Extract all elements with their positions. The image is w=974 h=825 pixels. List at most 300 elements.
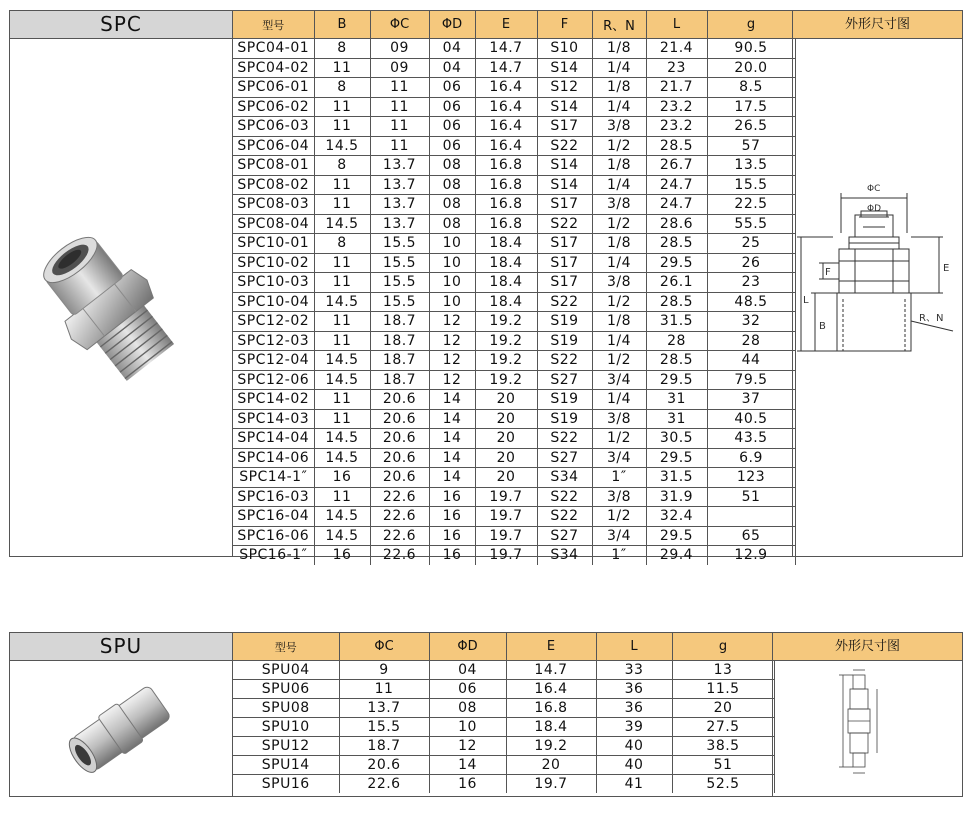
spc-cell-model: SPC04-02	[233, 58, 314, 78]
spc-cell-b: 8	[314, 234, 370, 254]
spu-cell-l: 36	[596, 699, 672, 718]
spu-block	[9, 632, 963, 797]
spc-table-row	[233, 156, 795, 176]
spc-cell-l: 31.5	[646, 468, 707, 488]
spu-cell-model: SPU06	[233, 680, 339, 699]
spc-cell-l: 28.6	[646, 214, 707, 234]
spc-cell-f: S19	[537, 331, 592, 351]
col-header-l: L	[646, 11, 707, 39]
spc-cell-e: 18.4	[475, 273, 537, 293]
spc-cell-phi-d: 14	[429, 390, 475, 410]
spc-cell-rn: 1/4	[592, 97, 646, 117]
spc-cell-f: S14	[537, 97, 592, 117]
spc-cell-phi-d: 08	[429, 214, 475, 234]
spc-table-row	[233, 58, 795, 78]
spc-cell-b: 8	[314, 78, 370, 98]
spc-cell-rn: 3/8	[592, 487, 646, 507]
col-header-phi-d: ΦD	[429, 11, 475, 39]
spc-cell-f: S17	[537, 253, 592, 273]
spc-table-row	[233, 390, 795, 410]
spc-cell-phi-c: 09	[370, 39, 429, 59]
spc-cell-phi-d: 06	[429, 78, 475, 98]
spu-table-row	[233, 699, 774, 718]
spc-cell-model: SPC16-1″	[233, 546, 314, 565]
spc-cell-phi-d: 10	[429, 234, 475, 254]
spc-cell-model: SPC08-03	[233, 195, 314, 215]
spc-cell-e: 16.4	[475, 136, 537, 156]
spc-header-row	[233, 11, 795, 39]
spc-cell-g: 25	[707, 234, 795, 254]
spc-cell-g: 44	[707, 351, 795, 371]
spc-cell-rn: 1/4	[592, 390, 646, 410]
col-header-g: g	[672, 633, 774, 661]
spc-cell-e: 19.2	[475, 351, 537, 371]
spc-cell-b: 11	[314, 175, 370, 195]
spc-table-row	[233, 253, 795, 273]
spc-cell-g: 32	[707, 312, 795, 332]
spc-cell-l: 21.4	[646, 39, 707, 59]
col-header-e: E	[506, 633, 596, 661]
spc-cell-g: 12.9	[707, 546, 795, 565]
label-l: L	[803, 295, 809, 306]
col-header-phi-c: ΦC	[339, 633, 429, 661]
spc-cell-b: 11	[314, 273, 370, 293]
spc-cell-b: 11	[314, 409, 370, 429]
spc-name-cell	[10, 11, 233, 556]
spc-cell-model: SPC14-03	[233, 409, 314, 429]
spc-cell-phi-d: 12	[429, 331, 475, 351]
spu-cell-e: 18.4	[506, 718, 596, 737]
spu-cell-l: 41	[596, 775, 672, 794]
spc-cell-phi-d: 10	[429, 273, 475, 293]
spc-cell-l: 21.7	[646, 78, 707, 98]
spc-cell-rn: 1/4	[592, 253, 646, 273]
spu-drawing-cell	[772, 633, 962, 796]
spc-table-row	[233, 351, 795, 371]
spu-cell-g: 20	[672, 699, 774, 718]
spc-cell-rn: 1/2	[592, 214, 646, 234]
spc-cell-rn: 3/8	[592, 117, 646, 137]
spc-cell-g	[707, 507, 795, 527]
spc-cell-f: S17	[537, 273, 592, 293]
spu-cell-e: 16.4	[506, 680, 596, 699]
spc-cell-rn: 1/2	[592, 292, 646, 312]
spc-cell-e: 19.7	[475, 546, 537, 565]
spc-cell-g: 48.5	[707, 292, 795, 312]
spc-cell-l: 31	[646, 390, 707, 410]
spc-cell-model: SPC08-02	[233, 175, 314, 195]
spc-table-row	[233, 312, 795, 332]
spc-cell-rn: 1/2	[592, 351, 646, 371]
spc-cell-model: SPC10-03	[233, 273, 314, 293]
spc-cell-f: S34	[537, 546, 592, 565]
spu-cell-phi-c: 13.7	[339, 699, 429, 718]
spc-cell-g: 51	[707, 487, 795, 507]
spc-table-row	[233, 409, 795, 429]
spc-cell-l: 29.5	[646, 448, 707, 468]
spc-cell-phi-d: 14	[429, 448, 475, 468]
spc-cell-model: SPC16-04	[233, 507, 314, 527]
straight-male-connector-icon	[10, 181, 233, 411]
spc-cell-phi-d: 14	[429, 429, 475, 449]
spc-cell-l: 29.5	[646, 370, 707, 390]
spc-cell-model: SPC10-01	[233, 234, 314, 254]
spc-cell-e: 16.8	[475, 195, 537, 215]
spu-table-row	[233, 680, 774, 699]
spc-table-row	[233, 273, 795, 293]
spu-cell-e: 19.7	[506, 775, 596, 794]
spc-cell-f: S19	[537, 312, 592, 332]
spc-cell-model: SPC08-01	[233, 156, 314, 176]
spc-cell-model: SPC12-04	[233, 351, 314, 371]
spc-cell-l: 29.5	[646, 253, 707, 273]
spc-table-row	[233, 117, 795, 137]
spu-name-cell	[10, 633, 233, 796]
spc-cell-e: 19.2	[475, 312, 537, 332]
spc-cell-g: 40.5	[707, 409, 795, 429]
spc-cell-model: SPC16-03	[233, 487, 314, 507]
spu-cell-model: SPU16	[233, 775, 339, 794]
spc-cell-f: S22	[537, 351, 592, 371]
spc-cell-b: 11	[314, 331, 370, 351]
spu-table-row	[233, 718, 774, 737]
spc-cell-b: 11	[314, 487, 370, 507]
spc-cell-rn: 1/4	[592, 331, 646, 351]
spu-cell-model: SPU10	[233, 718, 339, 737]
spc-cell-b: 11	[314, 58, 370, 78]
spc-table-row	[233, 429, 795, 449]
spu-cell-l: 33	[596, 661, 672, 680]
spc-table-row	[233, 78, 795, 98]
spc-cell-b: 14.5	[314, 370, 370, 390]
spc-cell-rn: 1/8	[592, 78, 646, 98]
label-phi-c: ΦC	[867, 184, 881, 194]
spc-cell-rn: 1/2	[592, 507, 646, 527]
spc-cell-g: 6.9	[707, 448, 795, 468]
spc-cell-g: 79.5	[707, 370, 795, 390]
spc-cell-phi-c: 22.6	[370, 487, 429, 507]
spc-cell-b: 14.5	[314, 507, 370, 527]
label-f: F	[825, 267, 831, 278]
spu-drawing-header: 外形尺寸图	[773, 633, 962, 661]
spc-drawing-cell	[792, 11, 962, 556]
spu-cell-g: 13	[672, 661, 774, 680]
spc-cell-rn: 3/4	[592, 526, 646, 546]
spc-cell-phi-c: 11	[370, 78, 429, 98]
spc-cell-f: S12	[537, 78, 592, 98]
spc-cell-f: S10	[537, 39, 592, 59]
spc-cell-l: 31	[646, 409, 707, 429]
spc-cell-e: 14.7	[475, 58, 537, 78]
spc-cell-b: 11	[314, 312, 370, 332]
spc-table-row	[233, 97, 795, 117]
spc-cell-phi-d: 10	[429, 253, 475, 273]
spc-cell-model: SPC14-02	[233, 390, 314, 410]
spc-cell-phi-d: 16	[429, 507, 475, 527]
spc-block	[9, 10, 963, 564]
spc-cell-b: 14.5	[314, 526, 370, 546]
spc-cell-b: 11	[314, 195, 370, 215]
spu-cell-phi-d: 04	[429, 661, 506, 680]
spc-cell-f: S22	[537, 214, 592, 234]
spu-cell-model: SPU12	[233, 737, 339, 756]
spc-cell-g: 20.0	[707, 58, 795, 78]
spu-cell-phi-c: 20.6	[339, 756, 429, 775]
spc-cell-rn: 3/8	[592, 409, 646, 429]
spc-cell-g: 15.5	[707, 175, 795, 195]
spc-cell-phi-d: 12	[429, 370, 475, 390]
spc-name: SPC	[10, 11, 232, 39]
spc-cell-e: 19.7	[475, 487, 537, 507]
spc-cell-e: 19.7	[475, 526, 537, 546]
spc-cell-rn: 3/4	[592, 448, 646, 468]
col-header-b: B	[314, 11, 370, 39]
spu-cell-l: 36	[596, 680, 672, 699]
spc-cell-e: 20	[475, 468, 537, 488]
spc-cell-rn: 3/8	[592, 195, 646, 215]
col-header-f: F	[537, 11, 592, 39]
label-phi-d: ΦD	[867, 204, 882, 214]
spc-cell-f: S27	[537, 370, 592, 390]
spc-dimension-drawing	[793, 171, 961, 391]
spc-cell-model: SPC14-04	[233, 429, 314, 449]
spc-cell-f: S22	[537, 507, 592, 527]
spc-cell-l: 24.7	[646, 175, 707, 195]
straight-union-connector-icon	[10, 671, 233, 791]
spu-cell-phi-d: 14	[429, 756, 506, 775]
spc-cell-g: 26.5	[707, 117, 795, 137]
spc-cell-phi-d: 08	[429, 195, 475, 215]
spc-cell-phi-d: 08	[429, 156, 475, 176]
spc-cell-rn: 1/8	[592, 234, 646, 254]
spc-cell-phi-c: 18.7	[370, 351, 429, 371]
spc-cell-phi-d: 12	[429, 351, 475, 371]
spc-cell-phi-c: 13.7	[370, 214, 429, 234]
spc-cell-model: SPC12-06	[233, 370, 314, 390]
spc-cell-model: SPC06-01	[233, 78, 314, 98]
spu-cell-g: 51	[672, 756, 774, 775]
spc-cell-phi-d: 10	[429, 292, 475, 312]
spc-table-row	[233, 136, 795, 156]
spu-spec-table	[233, 633, 775, 793]
spc-cell-f: S14	[537, 175, 592, 195]
spc-cell-b: 11	[314, 253, 370, 273]
spc-cell-b: 14.5	[314, 351, 370, 371]
spc-cell-b: 8	[314, 156, 370, 176]
spc-table-row	[233, 175, 795, 195]
spc-cell-phi-c: 15.5	[370, 273, 429, 293]
spc-table-row	[233, 370, 795, 390]
spc-cell-phi-c: 18.7	[370, 370, 429, 390]
spc-cell-l: 29.4	[646, 546, 707, 565]
spu-dimension-drawing	[773, 663, 961, 793]
spc-cell-b: 11	[314, 390, 370, 410]
spc-cell-b: 14.5	[314, 448, 370, 468]
spu-cell-phi-c: 15.5	[339, 718, 429, 737]
spc-table-row	[233, 39, 795, 59]
col-header-g: g	[707, 11, 795, 39]
spc-cell-phi-d: 06	[429, 117, 475, 137]
spc-cell-rn: 1/4	[592, 58, 646, 78]
spc-cell-e: 20	[475, 448, 537, 468]
spc-cell-l: 23.2	[646, 117, 707, 137]
spc-cell-model: SPC14-1″	[233, 468, 314, 488]
col-header-model: 型号	[233, 633, 339, 661]
spc-cell-f: S14	[537, 156, 592, 176]
spu-cell-l: 40	[596, 737, 672, 756]
spc-cell-phi-c: 20.6	[370, 448, 429, 468]
spc-cell-phi-c: 11	[370, 97, 429, 117]
spc-cell-b: 14.5	[314, 214, 370, 234]
spc-table-row	[233, 195, 795, 215]
spu-cell-e: 14.7	[506, 661, 596, 680]
spc-table-row	[233, 331, 795, 351]
spc-cell-phi-d: 08	[429, 175, 475, 195]
spc-cell-phi-c: 20.6	[370, 390, 429, 410]
spc-cell-f: S19	[537, 390, 592, 410]
spc-cell-b: 14.5	[314, 136, 370, 156]
spc-cell-l: 23.2	[646, 97, 707, 117]
spc-cell-g: 90.5	[707, 39, 795, 59]
spc-table-row	[233, 468, 795, 488]
spc-cell-phi-d: 16	[429, 526, 475, 546]
spc-cell-e: 16.8	[475, 214, 537, 234]
spu-cell-e: 16.8	[506, 699, 596, 718]
spc-cell-f: S22	[537, 292, 592, 312]
spc-cell-rn: 1″	[592, 546, 646, 565]
spc-table-row	[233, 487, 795, 507]
spc-cell-f: S27	[537, 526, 592, 546]
spu-cell-phi-c: 11	[339, 680, 429, 699]
col-header-phi-d: ΦD	[429, 633, 506, 661]
col-header-l: L	[596, 633, 672, 661]
col-header-model: 型号	[233, 11, 314, 39]
spc-cell-l: 26.7	[646, 156, 707, 176]
spc-cell-l: 28.5	[646, 292, 707, 312]
spc-cell-g: 22.5	[707, 195, 795, 215]
col-header-rn: R、N	[592, 11, 646, 39]
spc-cell-f: S22	[537, 487, 592, 507]
spu-cell-l: 39	[596, 718, 672, 737]
spc-cell-e: 16.4	[475, 117, 537, 137]
spc-cell-model: SPC14-06	[233, 448, 314, 468]
spc-cell-l: 28	[646, 331, 707, 351]
spc-cell-phi-c: 18.7	[370, 312, 429, 332]
spc-cell-g: 23	[707, 273, 795, 293]
spu-cell-phi-d: 12	[429, 737, 506, 756]
spc-cell-model: SPC06-04	[233, 136, 314, 156]
spu-cell-g: 11.5	[672, 680, 774, 699]
spu-table-row	[233, 737, 774, 756]
spu-table-row	[233, 756, 774, 775]
spc-cell-l: 28.5	[646, 136, 707, 156]
spc-cell-f: S22	[537, 136, 592, 156]
spc-cell-phi-c: 13.7	[370, 175, 429, 195]
spc-cell-rn: 1/2	[592, 136, 646, 156]
spc-cell-f: S14	[537, 58, 592, 78]
spc-cell-phi-c: 22.6	[370, 507, 429, 527]
spc-cell-phi-d: 16	[429, 487, 475, 507]
spc-cell-e: 16.4	[475, 78, 537, 98]
spc-cell-model: SPC06-02	[233, 97, 314, 117]
spc-cell-phi-c: 15.5	[370, 253, 429, 273]
spu-cell-e: 20	[506, 756, 596, 775]
spc-cell-b: 11	[314, 97, 370, 117]
spc-cell-l: 32.4	[646, 507, 707, 527]
spc-cell-rn: 1″	[592, 468, 646, 488]
spc-cell-rn: 1/8	[592, 156, 646, 176]
spc-cell-g: 43.5	[707, 429, 795, 449]
spc-cell-model: SPC10-04	[233, 292, 314, 312]
spc-cell-phi-d: 14	[429, 468, 475, 488]
spu-cell-g: 27.5	[672, 718, 774, 737]
spc-cell-phi-c: 20.6	[370, 468, 429, 488]
spc-cell-f: S19	[537, 409, 592, 429]
spc-cell-e: 18.4	[475, 292, 537, 312]
spc-cell-g: 55.5	[707, 214, 795, 234]
spc-cell-l: 28.5	[646, 234, 707, 254]
spc-table-row	[233, 292, 795, 312]
spc-cell-b: 14.5	[314, 429, 370, 449]
spc-cell-e: 19.2	[475, 370, 537, 390]
spc-cell-model: SPC10-02	[233, 253, 314, 273]
spc-cell-e: 18.4	[475, 253, 537, 273]
spu-name: SPU	[10, 633, 232, 661]
spc-cell-phi-c: 11	[370, 136, 429, 156]
spc-cell-model: SPC06-03	[233, 117, 314, 137]
spc-cell-g: 57	[707, 136, 795, 156]
spu-cell-phi-d: 06	[429, 680, 506, 699]
spc-cell-f: S17	[537, 117, 592, 137]
spc-cell-b: 11	[314, 117, 370, 137]
spc-cell-phi-c: 13.7	[370, 156, 429, 176]
spc-cell-rn: 3/4	[592, 370, 646, 390]
spc-cell-rn: 3/8	[592, 273, 646, 293]
spu-cell-phi-d: 08	[429, 699, 506, 718]
spc-cell-phi-c: 09	[370, 58, 429, 78]
spc-cell-e: 20	[475, 390, 537, 410]
spc-cell-l: 31.5	[646, 312, 707, 332]
label-rn: R、N	[919, 313, 944, 324]
spc-cell-phi-c: 11	[370, 117, 429, 137]
spc-cell-l: 23	[646, 58, 707, 78]
spc-cell-l: 28.5	[646, 351, 707, 371]
spc-cell-e: 14.7	[475, 39, 537, 59]
spu-cell-phi-c: 9	[339, 661, 429, 680]
spu-cell-phi-d: 16	[429, 775, 506, 794]
spu-cell-phi-d: 10	[429, 718, 506, 737]
spu-cell-phi-c: 18.7	[339, 737, 429, 756]
spc-cell-e: 20	[475, 429, 537, 449]
spc-cell-phi-d: 12	[429, 312, 475, 332]
spc-cell-l: 31.9	[646, 487, 707, 507]
spu-cell-model: SPU14	[233, 756, 339, 775]
spu-table-row	[233, 661, 774, 680]
spu-product-photo	[10, 671, 232, 795]
spc-cell-phi-d: 04	[429, 58, 475, 78]
spu-cell-model: SPU04	[233, 661, 339, 680]
spc-cell-g: 37	[707, 390, 795, 410]
spu-cell-l: 40	[596, 756, 672, 775]
spc-cell-g: 8.5	[707, 78, 795, 98]
spc-cell-e: 16.8	[475, 175, 537, 195]
spc-cell-g: 65	[707, 526, 795, 546]
spc-cell-model: SPC04-01	[233, 39, 314, 59]
spc-cell-phi-c: 20.6	[370, 429, 429, 449]
label-e: E	[943, 263, 950, 274]
spc-cell-phi-d: 04	[429, 39, 475, 59]
spc-table-row	[233, 214, 795, 234]
